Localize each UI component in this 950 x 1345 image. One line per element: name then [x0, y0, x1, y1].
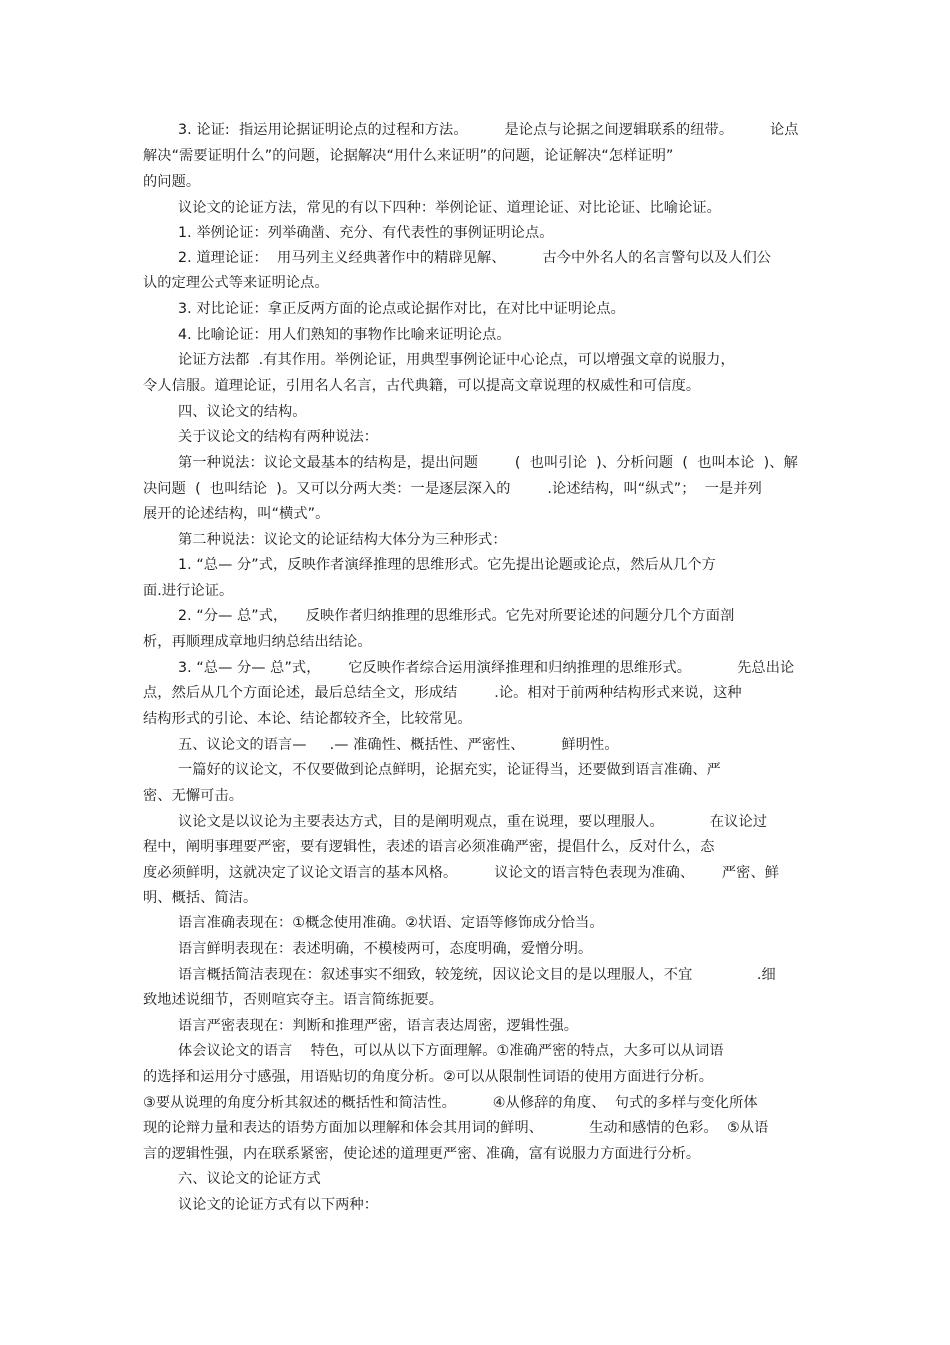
text-line: 1. 举例论证：列举确凿、充分、有代表性的事例证明论点。: [178, 225, 554, 241]
text-line: 言的逻辑性强，内在联系紧密，使论述的道理更严密、准确，富有说服力方面进行分析。: [143, 1146, 701, 1162]
text-line: 第一种说法：议论文最基本的结构是，提出问题 ( 也叫引论 )、分析问题 ( 也叫本论 )、解: [178, 455, 798, 471]
text-line: 认的定理公式等来证明论点。: [143, 275, 329, 291]
text-line: 的问题。: [143, 174, 201, 190]
text-line: ③要从说理的角度分析其叙述的概括性和简洁性。 ④从修辞的角度、 句式的多样与变化所体: [143, 1095, 758, 1111]
text-line: 4. 比喻论证：用人们熟知的事物作比喻来证明论点。: [178, 327, 511, 343]
text-line: 第二种说法：议论文的论证结构大体分为三种形式：: [178, 532, 507, 548]
text-line: 体会议论文的语言 特色，可以从以下方面理解。①准确严密的特点，大多可以从词语: [178, 1043, 724, 1059]
text-line: 语言准确表现在：①概念使用准确。②状语、定语等修饰成分恰当。: [178, 915, 604, 931]
text-line: 的选择和运用分寸感强，用语贴切的角度分析。②可以从限制性词语的使用方面进行分析。: [143, 1069, 714, 1085]
text-line: 明、概括、简洁。: [143, 890, 258, 906]
text-line: 议论文的论证方式有以下两种：: [178, 1197, 379, 1213]
text-line: 1. “总— 分”式，反映作者演绎推理的思维形式。它先提出论题或论点，然后从几个方: [178, 557, 716, 573]
text-line: 2. “分— 总”式， 反映作者归纳推理的思维形式。它先对所要论述的问题分几个方面剖: [178, 608, 735, 624]
text-line: 论证方法都 .有其作用。举例论证，用典型事例论证中心论点，可以增强文章的说服力，: [178, 352, 735, 368]
text-line: 语言严密表现在：判断和推理严密，语言表达周密，逻辑性强。: [178, 1018, 579, 1034]
text-line: 结构形式的引论、本论、结论都较齐全，比较常见。: [143, 711, 472, 727]
text-line: 关于议论文的结构有两种说法：: [178, 429, 379, 445]
text-line: 语言概括简洁表现在：叙述事实不细致，较笼统，因议论文目的是以理服人，不宜 .细: [178, 967, 776, 983]
section-heading: 五、议论文的语言— .— 准确性、概括性、严密性、 鲜明性。: [178, 737, 619, 753]
text-line: 议论文是以议论为主要表达方式，目的是阐明观点，重在说理，要以理服人。 在议论过: [178, 814, 768, 830]
text-line: 语言鲜明表现在：表述明确，不模棱两可，态度明确，爱憎分明。: [178, 941, 593, 957]
text-line: 3. 对比论证：拿正反两方面的论点或论据作对比，在对比中证明论点。: [178, 301, 625, 317]
text-line: 密、无懈可击。: [143, 788, 244, 804]
text-line: 3. “总— 分— 总”式， 它反映作者综合运用演绎推理和归纳推理的思维形式。 先总出论: [178, 660, 795, 676]
text-line: 致地述说细节，否则喧宾夺主。语言简练扼要。: [143, 992, 444, 1008]
text-line: 2. 道理论证： 用马列主义经典著作中的精辟见解、 古今中外名人的名言警句以及人们公: [178, 250, 772, 266]
text-line: 3. 论证: 指运用论据证明论点的过程和方法。 是论点与论据之间逻辑联系的纽带。 论点: [178, 122, 799, 138]
text-line: 面.进行论证。: [143, 583, 234, 599]
text-line: 度必须鲜明，这就决定了议论文语言的基本风格。 议论文的语言特色表现为准确、 严密、鲜: [143, 865, 780, 881]
text-line: 一篇好的议论文，不仅要做到论点鲜明，论据充实，论证得当，还要做到语言准确、严: [178, 762, 721, 778]
text-line: 点，然后从几个方面论述，最后总结全文，形成结 .论。相对于前两种结构形式来说，这种: [143, 685, 742, 701]
text-line: 议论文的论证方法，常见的有以下四种：举例论证、道理论证、对比论证、比喻论证。: [178, 200, 721, 216]
text-line: 程中，阐明事理要严密，要有逻辑性，表述的语言必须准确严密，提倡什么，反对什么，态: [143, 839, 715, 855]
text-line: 展开的论述结构，叫“横式”。: [143, 506, 330, 522]
text-line: 析，再顺理成章地归纳总结出结论。: [143, 634, 372, 650]
text-line: 决问题 ( 也叫结论 )。又可以分两大类：一是逐层深入的 .论述结构，叫“纵式”； 一是并列: [143, 481, 762, 497]
text-line: 现的论辩力量和表达的语势方面加以理解和体会其用词的鲜明、 生动和感情的色彩。 ⑤从语: [143, 1120, 769, 1136]
section-heading: 四、议论文的结构。: [178, 404, 307, 420]
text-line: 令人信服。道理论证，引用名人名言，古代典籍，可以提高文章说理的权威性和可信度。: [143, 378, 701, 394]
text-line: 解决“需要证明什么”的问题，论据解决“用什么来证明”的问题，论证解决“怎样证明”: [143, 148, 674, 164]
section-heading: 六、议论文的论证方式: [178, 1171, 321, 1187]
